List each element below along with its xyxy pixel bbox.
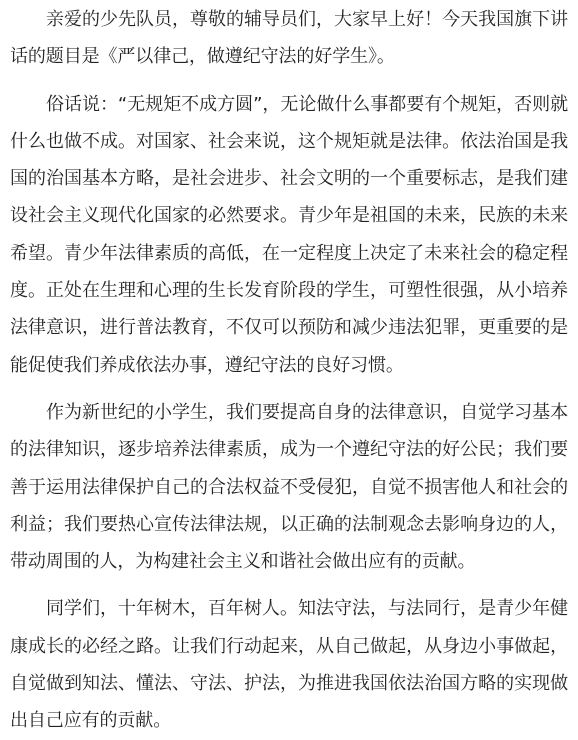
- paragraph-student-duty: 作为新世纪的小学生，我们要提高自身的法律意识，自觉学习基本的法律知识，逐步培养法律素质，成为一个遵纪守法的好公民；我们要善于运用法律保护自己的合法权益不受侵犯，自觉不损害他人和社会的利益；我们要热心宣传法律法规，以正确的法制观念去影响身边的人，带动周围的人，为构建社会主义和谐社会做出应有的贡献。: [10, 401, 568, 573]
- paragraph-closing: 同学们，十年树木，百年树人。知法守法，与法同行，是青少年健康成长的必经之路。让我们行动起来，从自己做起，从身边小事做起，自觉做到知法、懂法、守法、护法，为推进我国依法治国方略的实现做出自己应有的贡献。: [10, 598, 568, 732]
- paragraph-rule-of-law: 俗话说：“无规矩不成方圆”，无论做什么事都要有个规矩，否则就什么也做不成。对国家、社会来说，这个规矩就是法律。依法治国是我国的治国基本方略，是社会进步、社会文明的一个重要标志，是我们建设社会主义现代化国家的必然要求。青少年是祖国的未来，民族的未来希望。青少年法律素质的高低，在一定程度上决定了未来社会的稳定程度。正处在生理和心理的生长发育阶段的学生，可塑性很强，从小培养法律意识，进行普法教育，不仅可以预防和减少违法犯罪，更重要的是能促使我们养成依法办事，遵纪守法的良好习惯。: [10, 93, 568, 376]
- paragraph-greeting: 亲爱的少先队员，尊敬的辅导员们，大家早上好！今天我国旗下讲话的题目是《严以律己，做遵纪守法的好学生》。: [10, 9, 568, 68]
